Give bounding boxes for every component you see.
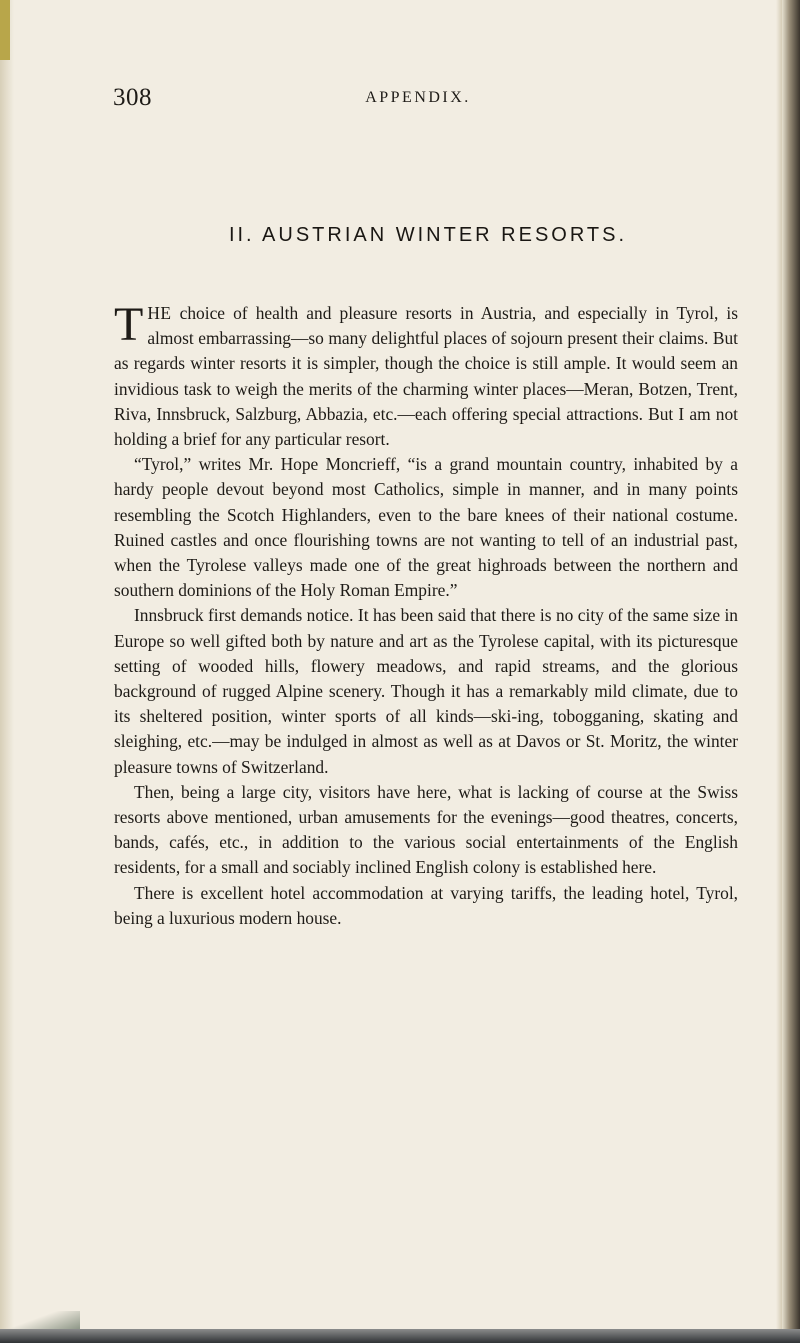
paragraph-3: Innsbruck first demands notice. It has been said that there is no city of the same size in Europe so well gifted both by nature and art as the Tyrolese capital, with its picturesque setting of wooded hills, flowery meadows, and rapid streams, and the glorious background of rugged Alpine scenery. Though it has a remarkably mild climate, due to its sheltered position, winter sports of all kinds—ski-ing, tobogganing, skating and sleighing, etc.—may be indulged in almost as well as at Davos or St. Moritz, the winter pleasure towns of Switzerland.: [114, 605, 738, 777]
scan-bottom-edge: [0, 1329, 800, 1343]
page-header: [113, 84, 723, 114]
paragraph-2: “Tyrol,” writes Mr. Hope Moncrieff, “is a grand mountain country, inhabited by a hardy people devout beyond most Catholics, simple in manner, and in many points resembling the Scotch Highlanders, even to the bare knees of their national costume. Ruined castles and once flourishing towns are not wanting to tell of an industrial past, when the Tyrolese valleys made one of the great highroads between the northern and southern dominions of the Holy Roman Empire.”: [114, 454, 738, 601]
small-caps-lead: HE: [147, 303, 172, 323]
page-edge-right: [782, 0, 800, 1343]
paragraph-text: choice of health and pleasure resorts in Austria, and especially in Tyrol, is almost embarrassing—so many delightful places of sojourn present their claims. But as regards winter resorts it is simpler, though the choice is still ample. It would seem an invidious task to weigh the merits of the charming winter places—Meran, Botzen, Trent, Riva, Innsbruck, Salzburg, Abbazia, etc.—each offering special attractions. But I am not holding a brief for any particular resort.: [114, 303, 738, 450]
paragraph-4: Then, being a large city, visitors have here, what is lacking of course at the Swiss resorts above mentioned, urban amusements for the evenings—good theatres, concerts, bands, cafés, etc., in addition to the various social entertainments of the English residents, for a small and sociably inclined English colony is established here.: [114, 781, 738, 878]
paragraph-1: [114, 298, 738, 452]
body-text: [114, 298, 738, 931]
page-corner-mark: [0, 0, 10, 60]
section-title: II. AUSTRIAN WINTER RESORTS.: [228, 224, 628, 246]
running-head: APPENDIX.: [365, 89, 471, 106]
paragraph-5: There is excellent hotel accommodation at varying tariffs, the leading hotel, Tyrol, being a luxurious modern house.: [114, 882, 738, 928]
page-number: 308: [113, 84, 152, 111]
drop-cap: T: [114, 298, 144, 351]
page-shadow-left: [0, 0, 14, 1343]
